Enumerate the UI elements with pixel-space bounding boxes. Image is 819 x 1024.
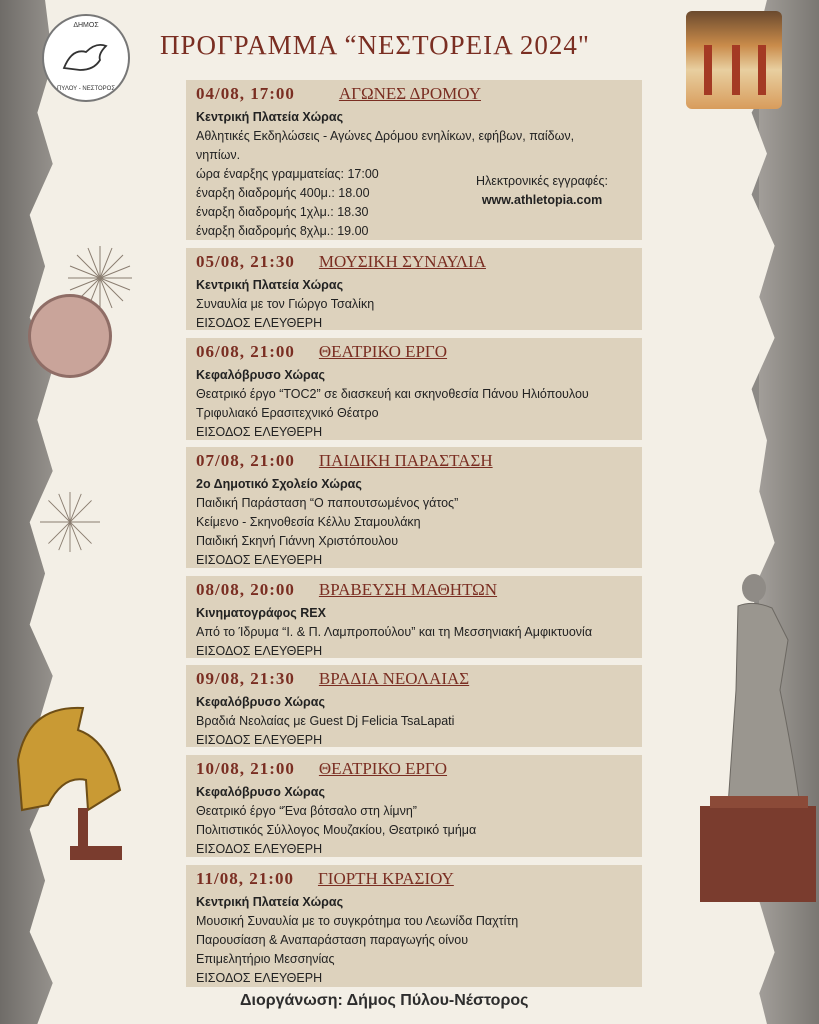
event-venue: Κεφαλόβρυσο Χώρας xyxy=(196,368,325,382)
event-date: 05/08, 21:30 xyxy=(196,252,295,271)
event-date: 08/08, 20:00 xyxy=(196,580,295,599)
event-line: Επιμελητήριο Μεσσηνίας xyxy=(196,952,335,966)
event-line: έναρξη διαδρομής 400μ.: 18.00 xyxy=(196,186,370,200)
event-date: 06/08, 21:00 xyxy=(196,342,295,361)
event-line: ώρα έναρξης γραμματείας: 17:00 xyxy=(196,167,379,181)
event-title: ΘΕΑΤΡΙΚΟ ΕΡΓΟ xyxy=(318,759,448,778)
statue-icon xyxy=(696,570,816,906)
organizer-footer: Διοργάνωση: Δήμος Πύλου-Νέστορος xyxy=(240,992,529,1009)
helmet-icon xyxy=(8,700,128,865)
event-line: Κείμενο - Σκηνοθεσία Κέλλυ Σταμουλάκη xyxy=(196,515,421,529)
event-venue: Κεντρική Πλατεία Χώρας xyxy=(196,278,344,292)
logo-bottom-text: ΠΥΛΟΥ - ΝΕΣΤΟΡΟΣ xyxy=(56,86,116,92)
event-date: 11/08, 21:00 xyxy=(196,869,294,888)
event-line: Τριφυλιακό Ερασιτεχνικό Θέατρο xyxy=(196,406,379,420)
event-line: έναρξη διαδρομής 1χλμ.: 18.30 xyxy=(196,205,369,219)
event-card xyxy=(186,447,642,568)
event-title: ΘΕΑΤΡΙΚΟ ΕΡΓΟ xyxy=(318,342,448,361)
event-venue: Κινηματογράφος REX xyxy=(196,606,326,620)
event-line: Από το Ίδρυμα “Ι. & Π. Λαμπροπούλου” και τη Μεσσηνιακή Αμφικτυονία xyxy=(196,625,593,639)
event-line: νηπίων. xyxy=(196,148,241,162)
event-line: Παρουσίαση & Αναπαράσταση παραγωγής οίνου xyxy=(196,933,469,947)
sunburst-icon xyxy=(40,492,100,552)
event-card xyxy=(186,865,642,987)
event-line: Θεατρικό έργο “Ένα βότσαλο στη λίμνη” xyxy=(196,804,417,818)
event-card xyxy=(186,338,642,440)
event-date: 09/08, 21:30 xyxy=(196,669,295,688)
event-card xyxy=(186,248,642,330)
event-card xyxy=(186,665,642,747)
event-venue: Κεφαλόβρυσο Χώρας xyxy=(196,695,325,709)
event-title: ΒΡΑΔΙΑ ΝΕΟΛΑΙΑΣ xyxy=(318,669,470,688)
free-entry: ΕΙΣΟΔΟΣ ΕΛΕΥΘΕΡΗ xyxy=(196,971,323,985)
event-venue: Κεντρική Πλατεία Χώρας xyxy=(196,895,344,909)
event-line: Αθλητικές Εκδηλώσεις - Αγώνες Δρόμου ενηλίκων, εφήβων, παίδων, xyxy=(196,129,575,143)
event-line: Παιδική Σκηνή Γιάννη Χριστόπουλου xyxy=(196,534,399,548)
logo-top-text: ΔΗΜΟΣ xyxy=(73,22,99,29)
event-title: ΓΙΟΡΤΗ ΚΡΑΣΙΟΥ xyxy=(317,869,454,888)
free-entry: ΕΙΣΟΔΟΣ ΕΛΕΥΘΕΡΗ xyxy=(196,733,323,747)
free-entry: ΕΙΣΟΔΟΣ ΕΛΕΥΘΕΡΗ xyxy=(196,425,323,439)
event-title: ΠΑΙΔΙΚΗ ΠΑΡΑΣΤΑΣΗ xyxy=(318,451,493,470)
event-card xyxy=(186,576,642,658)
registration-label: Ηλεκτρονικές εγγραφές: xyxy=(476,174,609,188)
municipality-logo xyxy=(42,14,130,102)
event-line: Πολιτιστικός Σύλλογος Μουζακίου, Θεατρικό τμήμα xyxy=(196,823,477,837)
palace-image xyxy=(686,11,782,109)
event-card xyxy=(186,755,642,857)
event-line: Μουσική Συναυλία με το συγκρότημα του Λεωνίδα Παχτίτη xyxy=(196,914,519,928)
coin-icon xyxy=(28,294,112,378)
free-entry: ΕΙΣΟΔΟΣ ΕΛΕΥΘΕΡΗ xyxy=(196,553,323,567)
free-entry: ΕΙΣΟΔΟΣ ΕΛΕΥΘΕΡΗ xyxy=(196,316,323,330)
free-entry: ΕΙΣΟΔΟΣ ΕΛΕΥΘΕΡΗ xyxy=(196,842,323,856)
event-line: έναρξη διαδρομής 8χλμ.: 19.00 xyxy=(196,224,369,238)
event-card xyxy=(186,80,642,240)
event-title: ΒΡΑΒΕΥΣΗ ΜΑΘΗΤΩΝ xyxy=(318,580,498,599)
registration-info xyxy=(476,172,608,210)
event-line: Παιδική Παράσταση “Ο παπουτσωμένος γάτος” xyxy=(196,496,459,510)
event-date: 10/08, 21:00 xyxy=(196,759,295,778)
event-title: ΑΓΩΝΕΣ ΔΡΟΜΟΥ xyxy=(338,84,481,103)
event-line: Βραδιά Νεολαίας με Guest Dj Felicia TsaLapati xyxy=(196,714,455,728)
event-line: Θεατρικό έργο “ΤΟC2” σε διασκευή και σκηνοθεσία Πάνου Ηλιόπουλου xyxy=(196,387,589,401)
registration-link[interactable]: www.athletopia.com xyxy=(481,193,603,207)
event-date: 04/08, 17:00 xyxy=(196,84,295,103)
free-entry: ΕΙΣΟΔΟΣ ΕΛΕΥΘΕΡΗ xyxy=(196,644,323,658)
griffin-icon xyxy=(60,38,110,78)
event-date: 07/08, 21:00 xyxy=(196,451,295,470)
event-line: Συναυλία με τον Γιώργο Τσαλίκη xyxy=(196,297,375,311)
event-title: ΜΟΥΣΙΚΗ ΣΥΝΑΥΛΙΑ xyxy=(318,252,486,271)
event-venue: Κεντρική Πλατεία Χώρας xyxy=(196,110,344,124)
event-venue: 2ο Δημοτικό Σχολείο Χώρας xyxy=(196,477,362,491)
page-title: ΠΡΟΓΡΑΜΜΑ “ΝΕΣΤΟΡΕΙΑ 2024" xyxy=(160,30,590,60)
event-venue: Κεφαλόβρυσο Χώρας xyxy=(196,785,325,799)
